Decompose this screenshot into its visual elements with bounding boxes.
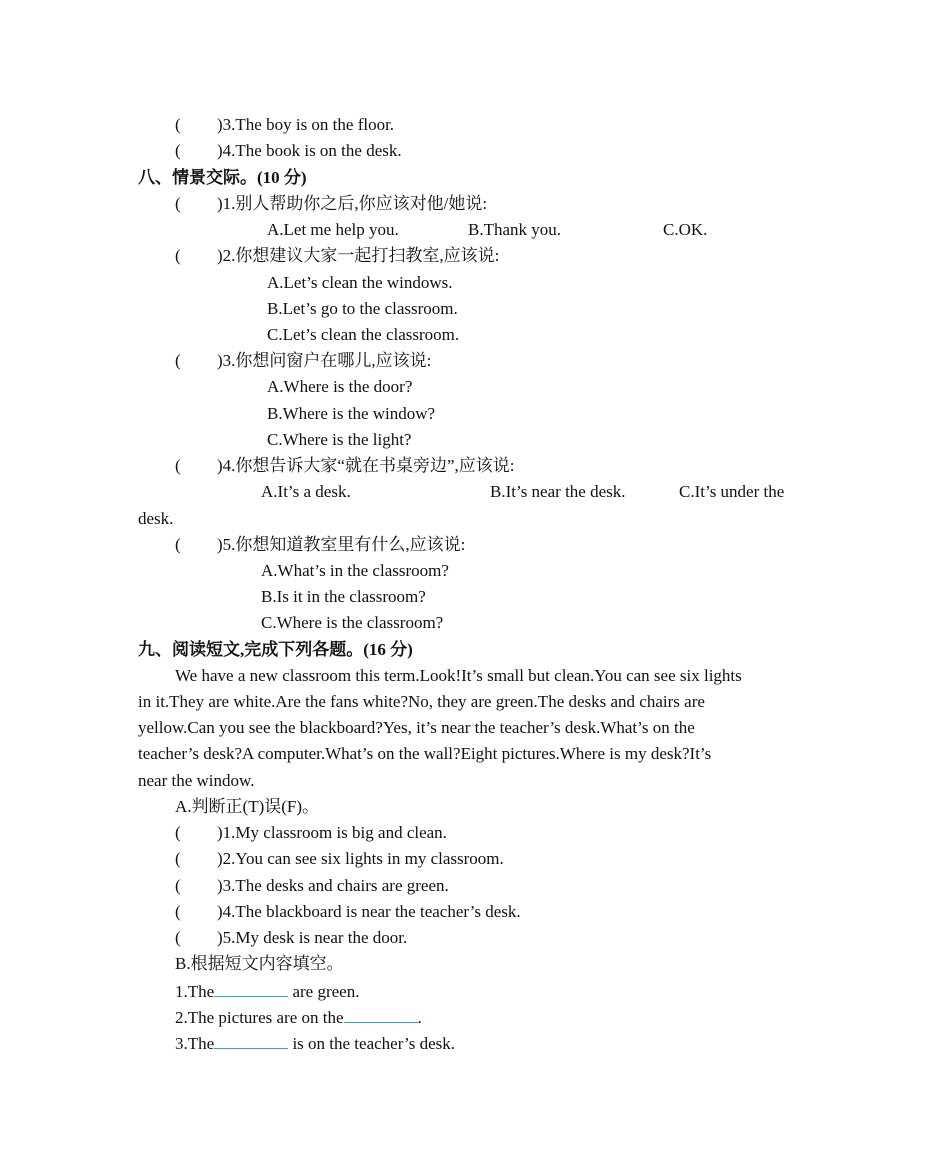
paren: (: [175, 849, 181, 868]
option-c: C.Where is the classroom?: [261, 613, 444, 632]
question-text: )4.The book is on the desk.: [217, 141, 402, 160]
part-b-title: B.根据短文内容填空。: [175, 954, 344, 973]
option-a: A.Where is the door?: [267, 377, 413, 396]
option-b: B.It’s near the desk.: [490, 482, 626, 501]
paren: (: [175, 823, 181, 842]
section8-heading: 八、情景交际。(10 分): [138, 168, 307, 187]
paren: (: [175, 456, 181, 475]
option-a: A.It’s a desk.: [261, 482, 351, 501]
option-c: C.Where is the light?: [267, 430, 412, 449]
paren: (: [175, 194, 181, 213]
fill-blank[interactable]: [344, 1007, 418, 1023]
fill-item: [175, 1007, 422, 1028]
tf-statement: )4.The blackboard is near the teacher’s desk.: [217, 902, 521, 921]
paren: (: [175, 141, 181, 160]
option-a: A.Let’s clean the windows.: [267, 273, 453, 292]
tf-statement: )5.My desk is near the door.: [217, 928, 408, 947]
fill-before: 2.The pictures are on the: [175, 1008, 344, 1027]
option-c-wrap: desk.: [138, 509, 174, 528]
tf-statement: )1.My classroom is big and clean.: [217, 823, 447, 842]
paren: (: [175, 115, 181, 134]
option-b: B.Thank you.: [468, 220, 562, 239]
option-c: C.Let’s clean the classroom.: [267, 325, 460, 344]
fill-after: is on the teacher’s desk.: [288, 1034, 455, 1053]
question-stem: )4.你想告诉大家“就在书桌旁边”,应该说:: [217, 456, 515, 475]
paren: (: [175, 535, 181, 554]
passage-line: yellow.Can you see the blackboard?Yes, it’s near the teacher’s desk.What’s on the: [138, 718, 695, 737]
fill-item: [175, 1033, 455, 1054]
option-b: B.Let’s go to the classroom.: [267, 299, 458, 318]
paren: (: [175, 928, 181, 947]
tf-statement: )2.You can see six lights in my classroom.: [217, 849, 504, 868]
option-c: C.OK.: [663, 220, 708, 239]
question-stem: )2.你想建议大家一起打扫教室,应该说:: [217, 246, 500, 265]
fill-blank[interactable]: [214, 981, 288, 997]
option-a: A.Let me help you.: [267, 220, 399, 239]
fill-after: are green.: [288, 982, 360, 1001]
passage-line: in it.They are white.Are the fans white?No, they are green.The desks and chairs are: [138, 692, 705, 711]
fill-blank[interactable]: [214, 1033, 288, 1049]
section9-heading: 九、阅读短文,完成下列各题。(16 分): [138, 640, 413, 659]
option-b: B.Where is the window?: [267, 404, 436, 423]
paren: (: [175, 246, 181, 265]
fill-before: 3.The: [175, 1034, 215, 1053]
question-text: )3.The boy is on the floor.: [217, 115, 395, 134]
option-b: B.Is it in the classroom?: [261, 587, 426, 606]
option-a: A.What’s in the classroom?: [261, 561, 449, 580]
paren: (: [175, 902, 181, 921]
tf-statement: )3.The desks and chairs are green.: [217, 876, 449, 895]
fill-after: .: [417, 1008, 422, 1027]
passage-line: We have a new classroom this term.Look!It’s small but clean.You can see six lights: [175, 666, 742, 685]
question-stem: )5.你想知道教室里有什么,应该说:: [217, 535, 466, 554]
question-stem: )1.别人帮助你之后,你应该对他/她说:: [217, 194, 488, 213]
paren: (: [175, 876, 181, 895]
question-stem: )3.你想问窗户在哪儿,应该说:: [217, 351, 432, 370]
part-a-title: A.判断正(T)误(F)。: [175, 797, 320, 816]
passage-line: near the window.: [138, 771, 255, 790]
fill-before: 1.The: [175, 982, 215, 1001]
passage-line: teacher’s desk?A computer.What’s on the wall?Eight pictures.Where is my desk?It’s: [138, 744, 712, 763]
fill-item: [175, 981, 359, 1002]
option-c: C.It’s under the: [679, 482, 785, 501]
paren: (: [175, 351, 181, 370]
